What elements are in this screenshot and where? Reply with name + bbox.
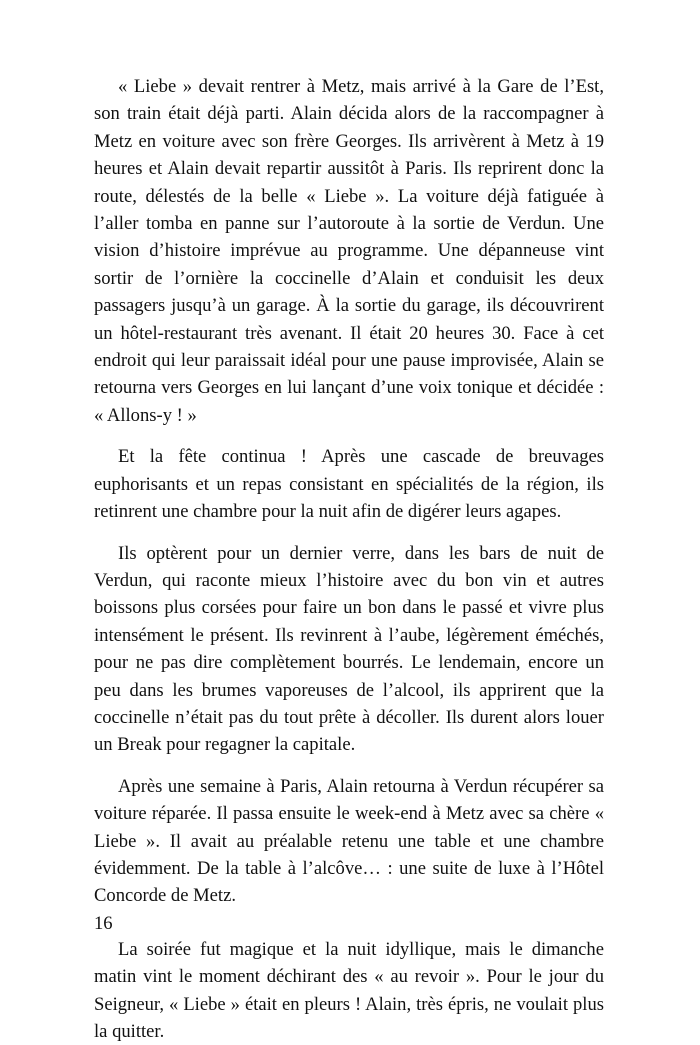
paragraph-3: Ils optèrent pour un dernier verre, dans les bars de nuit de Verdun, qui raconte mieux l’histoire avec du bon vin et autres boissons plus corsées pour faire un bon dans le passé et vivre plus intensément le présent. Ils revinrent à l’aube, légèrement éméchés, pour ne pas dire complètement bourrés. Le lendemain, encore un peu dans les brumes vaporeuses de l’alcool, ils apprirent que la coccinelle n’était pas du tout prête à décoller. Ils durent alors louer un Break pour regagner la capitale. bbox=[94, 542, 604, 756]
paragraph-1: « Liebe » devait rentrer à Metz, mais arrivé à la Gare de l’Est, son train était déjà parti. Alain décida alors de la raccompagner à Metz en voiture avec son frère Georges. Ils arrivèrent à Metz à 19 heures et Alain devait repartir aussitôt à Paris. Ils reprirent donc la route, délestés de la belle « Liebe ». La voiture déjà fatiguée à l’aller tomba en panne sur l’autoroute à la sortie de Verdun. Une vision d’histoire imprévue au programme. Une dépanneuse vint sortir de l’ornière la coccinelle d’Alain et conduisit les deux passagers jusqu’à un garage. À la sortie du garage, ils découvrirent un hôtel-restaurant très avenant. Il était 20 heures 30. Face à cet endroit qui leur paraissait idéal pour une pause improvisée, Alain se retourna vers Georges en lui lançant d’une voix tonique et décidée : « Allons-y ! » bbox=[94, 76, 604, 426]
page-body bbox=[94, 73, 604, 1045]
page-number: 16 bbox=[94, 913, 113, 934]
paragraph-2: Et la fête continua ! Après une cascade de breuvages euphorisants et un repas consistant en spécialités de la région, ils retinrent une chambre pour la nuit afin de digérer leurs agapes. bbox=[94, 446, 604, 523]
paragraph-4: Après une semaine à Paris, Alain retourna à Verdun récupérer sa voiture réparée. Il passa ensuite le week-end à Metz avec sa chère « Liebe ». Il avait au préalable retenu une table et une chambre évidemment. De la table à l’alcôve… : une suite de luxe à l’Hôtel Concorde de Metz. bbox=[94, 775, 604, 907]
paragraph-5: La soirée fut magique et la nuit idyllique, mais le dimanche matin vint le moment déchirant des « au revoir ». Pour le jour du Seigneur, « Liebe » était en pleurs ! Alain, très épris, ne voulait plus la quitter. bbox=[94, 938, 604, 1042]
